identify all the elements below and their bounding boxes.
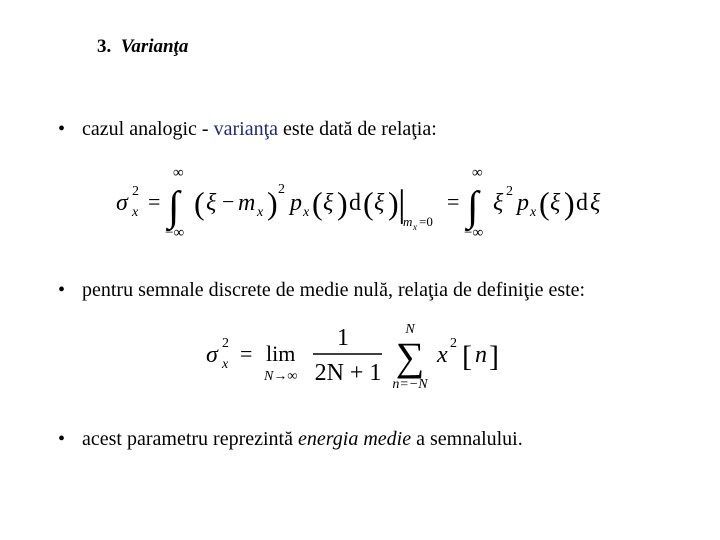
pdf-xi-2: ξ [550,190,561,216]
limit-subscript: N→∞ [264,369,298,384]
evaluation-m: m [403,214,413,229]
sum-lower-limit: n=−N [392,377,428,392]
bullet-text: pentru semnale discrete de medie nulă, relaţia de definiţie este: [82,279,586,301]
equals-sign-2: = [447,189,460,214]
integral-lower-limit-2: −∞ [464,225,484,241]
sigma-symbol: σ [206,342,218,368]
right-bracket: ] [489,340,499,373]
summation-sign: ∑ [395,334,425,379]
sigma-exponent: 2 [132,184,139,199]
minus-sign: − [222,189,235,214]
paren-exponent: 2 [278,182,285,197]
bullet-discrete-case [58,279,585,302]
variance-highlight: varianţa [213,118,278,140]
left-bracket: [ [462,340,472,373]
slide-title [97,36,188,58]
fraction-numerator: 1 [337,325,349,351]
xi-exponent: 2 [506,184,513,199]
evaluation-value: =0 [419,214,433,229]
bullet-text-before: cazul analogic - [82,118,214,140]
right-paren: ) [267,185,278,221]
integral-upper-limit-2: ∞ [472,165,483,181]
integral-sign: ∫ [168,184,180,230]
sigma-subscript: x [132,205,139,220]
integral-upper-limit: ∞ [173,165,184,181]
bullet-text-after: a semnalului. [411,428,523,450]
pdf-symbol: p [290,190,302,216]
pdf-subscript: x [303,205,310,220]
pdf-symbol-2: p [517,190,529,216]
xi-symbol: ξ [206,190,217,216]
index-n: n [475,342,487,368]
title-text: Varianţa [120,36,189,57]
xi-symbol-2: ξ [493,190,504,216]
differential-xi: ξ [374,190,385,216]
mean-symbol: m [238,190,256,216]
mean-subscript: x [257,205,264,220]
bullet-analog-case [58,118,437,141]
bullet-symbol: • [58,428,66,450]
bullet-symbol: • [58,118,66,140]
sigma-symbol: σ [116,190,128,216]
pdf-xi: ξ [323,190,334,216]
bullet-text-before: acest parametru reprezintă [82,428,298,450]
evaluation-m-subscript: x [413,222,417,232]
signal-symbol: x [437,342,448,368]
bullet-text-after: este dată de relaţia: [278,118,437,140]
pdf-subscript-2: x [530,205,537,220]
integral-sign-2: ∫ [467,184,479,230]
energy-emphasis: energia medie [297,428,412,450]
pdf-right-paren: ) [337,185,348,221]
limit-operator: lim [266,341,296,366]
evaluation-bar: | [398,183,406,225]
bullet-energy-note [58,428,523,451]
signal-exponent: 2 [450,336,457,351]
pdf-left-paren-2: ( [539,185,550,221]
differential-right-paren: ) [388,185,399,221]
equals-sign: = [240,341,253,366]
left-paren: ( [194,185,205,221]
formula-analog-variance [110,164,620,244]
differential-left-paren: ( [363,185,374,221]
differential-xi-2: ξ [590,190,601,216]
title-number: 3. [97,36,112,57]
sigma-subscript: x [222,357,229,372]
differential-d: d [349,190,361,216]
bullet-symbol: • [58,279,66,301]
sigma-exponent: 2 [222,336,229,351]
equals-sign: = [148,189,161,214]
integral-lower-limit: −∞ [165,225,185,241]
formula-discrete-variance [200,318,520,398]
sum-upper-limit: N [405,322,415,337]
fraction-denominator: 2N + 1 [314,360,382,386]
pdf-right-paren-2: ) [564,185,575,221]
pdf-left-paren: ( [312,185,323,221]
differential-d-2: d [576,190,588,216]
